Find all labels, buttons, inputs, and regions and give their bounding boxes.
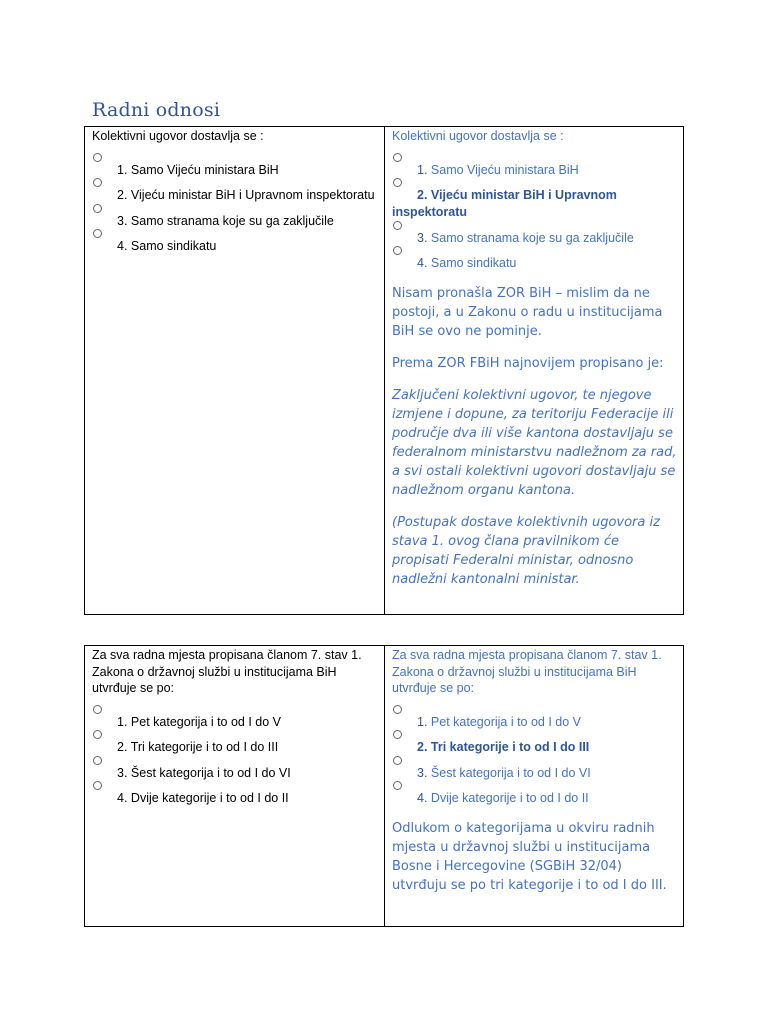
- option-number: 1.: [417, 162, 428, 177]
- question-2-right-cell: [384, 646, 683, 926]
- option-number: 1.: [417, 714, 428, 729]
- question-1-options: [92, 162, 378, 256]
- question-2-answer-option-2-correct[interactable]: [392, 739, 677, 756]
- radio-button-icon[interactable]: [393, 705, 402, 714]
- option-label: Vijeću ministar BiH i Upravnom inspektoratu: [392, 188, 617, 219]
- option-label: Samo stranama koje su ga zaključile: [430, 230, 634, 245]
- option-label: Dvije kategorije i to od I do II: [130, 791, 289, 805]
- option-number: 3.: [117, 213, 128, 228]
- question-2-option-3[interactable]: [92, 765, 378, 782]
- option-label: Šest kategorija i to od I do VI: [130, 765, 291, 780]
- option-number: 3.: [417, 765, 428, 780]
- radio-button-icon[interactable]: [93, 178, 102, 187]
- question-1-quote-2: (Postupak dostave kolektivnih ugovora iz stava 1. ovog člana pravilnikom će propisati Federalni ministar, odnosno nadležni kantonalni ministar.: [392, 515, 660, 587]
- question-2-text: Za sva radna mjesta propisana članom 7. stav 1. Zakona o državnoj službi u institucijama BiH utvrđuje se po:: [92, 648, 362, 695]
- option-label: Tri kategorije i to od I do III: [430, 740, 590, 754]
- question-2-answer-option-4[interactable]: [392, 790, 677, 807]
- question-1-right-cell: [384, 127, 683, 614]
- option-label: Samo Vijeću ministara BiH: [430, 162, 579, 177]
- option-number: 2.: [417, 188, 428, 202]
- question-1-answer-options: [392, 162, 677, 273]
- radio-button-icon[interactable]: [93, 781, 102, 790]
- question-2-option-2[interactable]: [92, 739, 378, 756]
- question-1-option-1[interactable]: [92, 162, 378, 179]
- option-number: 4.: [117, 791, 128, 805]
- question-2-answer-option-3[interactable]: [392, 765, 677, 782]
- option-number: 4.: [417, 256, 428, 270]
- radio-button-icon[interactable]: [93, 705, 102, 714]
- option-label: Samo sindikatu: [430, 256, 517, 270]
- question-2-answer-option-1[interactable]: [392, 714, 677, 731]
- question-2-options: [92, 714, 378, 808]
- radio-button-icon[interactable]: [93, 204, 102, 213]
- question-2-note-1: Odlukom o kategorijama u okviru radnih mjesta u državnoj službi u institucijama Bosne i Hercegovine (SGBiH 32/04) utvrđuju se po tri kategorije i to od I do III.: [392, 821, 667, 893]
- question-1-answer-option-2-correct[interactable]: [392, 187, 677, 221]
- option-label: Vijeću ministar BiH i Upravnom inspektoratu: [130, 188, 375, 202]
- option-number: 3.: [117, 765, 128, 780]
- option-number: 2.: [117, 740, 128, 754]
- question-1-option-2[interactable]: [92, 187, 378, 204]
- option-number: 4.: [417, 791, 428, 805]
- option-label: Tri kategorije i to od I do III: [130, 740, 279, 754]
- radio-button-icon[interactable]: [93, 730, 102, 739]
- option-label: Samo Vijeću ministara BiH: [130, 162, 279, 177]
- option-number: 1.: [117, 162, 128, 177]
- option-label: Samo stranama koje su ga zaključile: [130, 213, 334, 228]
- radio-button-icon[interactable]: [93, 756, 102, 765]
- option-label: Samo sindikatu: [130, 239, 217, 253]
- question-1-option-3[interactable]: [92, 213, 378, 230]
- radio-button-icon[interactable]: [393, 178, 402, 187]
- radio-button-icon[interactable]: [393, 153, 402, 162]
- question-1-option-4[interactable]: [92, 238, 378, 255]
- option-label: Dvije kategorije i to od I do II: [430, 791, 589, 805]
- question-1-note-1: Nisam pronašla ZOR BiH – mislim da ne postoji, a u Zakonu o radu u institucijama BiH se ovo ne pominje.: [392, 286, 663, 339]
- question-2-answer-options: [392, 714, 677, 808]
- option-number: 4.: [117, 239, 128, 253]
- radio-button-icon[interactable]: [93, 153, 102, 162]
- question-2-left-cell: [85, 646, 384, 926]
- question-2-table: [84, 645, 684, 927]
- option-number: 2.: [117, 188, 128, 202]
- radio-button-icon[interactable]: [393, 756, 402, 765]
- radio-button-icon[interactable]: [93, 229, 102, 238]
- page-heading: Radni odnosi: [92, 99, 221, 121]
- question-2-text-copy: Za sva radna mjesta propisana članom 7. stav 1. Zakona o državnoj službi u institucijama BiH utvrđuje se po:: [392, 648, 662, 695]
- question-2-option-1[interactable]: [92, 714, 378, 731]
- radio-button-icon[interactable]: [393, 730, 402, 739]
- question-1-text-copy: Kolektivni ugovor dostavlja se :: [392, 129, 564, 143]
- question-1-answer-option-3[interactable]: [392, 230, 677, 247]
- radio-button-icon[interactable]: [393, 221, 402, 230]
- question-1-answer-option-1[interactable]: [392, 162, 677, 179]
- question-1-answer-option-4[interactable]: [392, 255, 677, 272]
- question-1-table: [84, 126, 684, 615]
- question-1-left-cell: [85, 127, 384, 614]
- option-number: 1.: [117, 714, 128, 729]
- option-label: Šest kategorija i to od I do VI: [430, 765, 591, 780]
- option-number: 2.: [417, 740, 428, 754]
- radio-button-icon[interactable]: [393, 246, 402, 255]
- question-1-quote-1: Zaključeni kolektivni ugovor, te njegove izmjene i dopune, za teritoriju Federacije ili područje dva ili više kantona dostavljaju se federalnom ministarstvu nadležnom za rad, a svi ostali kolektivni ugovori dostavljaju se nadležnom organu kantona.: [392, 388, 677, 498]
- radio-button-icon[interactable]: [393, 781, 402, 790]
- question-2-option-4[interactable]: [92, 790, 378, 807]
- option-number: 3.: [417, 230, 428, 245]
- question-1-note-2: Prema ZOR FBiH najnovijem propisano je:: [392, 356, 664, 371]
- option-label: Pet kategorija i to od I do V: [130, 714, 282, 729]
- question-1-text: Kolektivni ugovor dostavlja se :: [92, 129, 264, 143]
- option-label: Pet kategorija i to od I do V: [430, 714, 582, 729]
